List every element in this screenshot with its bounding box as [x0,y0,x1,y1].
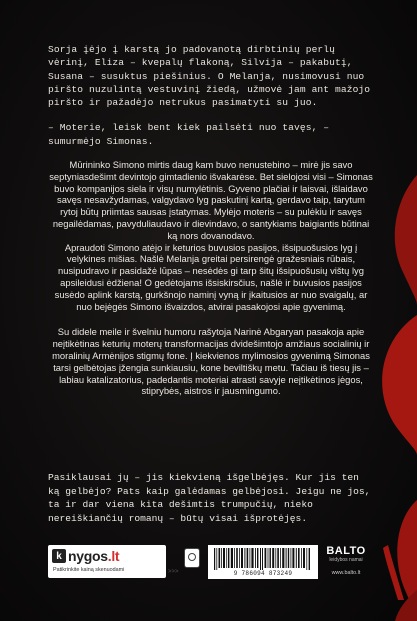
knygos-logo-box [48,545,166,578]
isbn-barcode [208,545,318,579]
publisher-logo [324,545,368,579]
barcode-icon [214,548,312,570]
knygos-logo-text [68,548,119,564]
synopsis-paragraph-3: Su didele meile ir švelniu humoru rašytoja Narinė Abgaryan pasakoja apie neįtikėtinas keturių moterų transformacijas dvidešimtojo amžiaus socialinių ir moralinių Armėnijos stigmų fone. Į kiekvienos mylimosios gyvenimą Simonas tarsi gelbėtojas įžengia sunkiausiu, kone beviltiškų metu. Tačiau iš tiesų jis – labiau katalizatorius, padedantis moteriai atrasti savyje neįtikėtinos jėgos, stiprybės, aistros ir jausmingumo. [52,326,370,397]
synopsis-paragraph-2: Apraudoti Simono atėjo ir keturios buvusios pasijos, išsipuošusios lyg į velykines mišias. Našlė Melanja greitai persirengė gražesniais rūbais, nusipudravo ir pasidažė lūpas – nesėdės gi tarp šitų išsipuošusių vištų lyg apsileidusi ėdžiena! O gedėtojams išsiskirsčius, našlė ir buvusios pasijos susėdo aplink karstą, gurkšnojo naminį vyną ir įkaitusios ar nuo svaigalų, ar nuo bejėgės Simono išvaizdos, atvirai pasakojosi apie gyvenimą. [54,241,368,312]
publisher-url: www.balto.lt [331,570,361,576]
arrows-indicator: >>> [168,569,179,575]
publisher-subtitle: leidybos namai [329,557,363,563]
synopsis [48,159,374,397]
knygos-k-icon: k [52,549,66,563]
excerpt-dialogue: – Moterie, leisk bent kiek pailsėti nuo tavęs, – sumurmėjo Simonas. [48,122,330,147]
phone-scan-icon [184,548,200,568]
excerpt-paragraph: Sorja įėjo į karstą jo padovanotą dirbtinių perlų vėrinį, Eliza – kvepalų flakoną, Silvija – pakabutį, Susana – susuktus piešinius. O Melanja, nusimovusi nuo piršto nuzulintą vestuvinį žiedą, užmovė jam ant mažojo piršto ir pažadėjo netrukus pasimatyti su juo. [48,44,371,109]
knygos-name: nygos [68,548,108,564]
knygos-tagline: Patikrinkite kainą skenuodami [53,567,125,573]
synopsis-paragraph-1: Mūrininko Simono mirtis daug kam buvo nenustebino – mirė jis savo septyniasdešimt devintojo gimtadienio išvakarėse. Bet sielojosi visi – Simonas buvo kompanijos siela ir visų numylėtinis. Gyveno plačiai ir laisvai, išlaidavo savęs nesavžydamas, valgydavo lyg paskutinį kartą, gerdavo taip, tarytum rytoj būtų priimtas sausas įstatymas. Mylėjo moteris – su pulėkiu ir savęs negailėdamas, pavyduliaudavo ir dievindavo, o santykiams baigiantis būtinai ką nors dovanodavo. [49,159,373,241]
isbn-number: 9 786094 873249 [233,570,293,577]
opening-excerpt [48,43,374,160]
closing-excerpt: Pasiklausai jų – jis kiekvieną išgelbėjęs. Kur jis ten ką gelbėjo? Pats kaip galėdamas gelbėjosi. Jeigu ne jos, ta ir dar viena kita dešimtis trumpučių, nieko nereiškiančių romanų – būtų visai išprotėjęs. [48,472,371,524]
knygos-tld: .lt [107,548,120,564]
publisher-name: BALTO [326,545,366,557]
back-cover-footer [48,545,368,579]
